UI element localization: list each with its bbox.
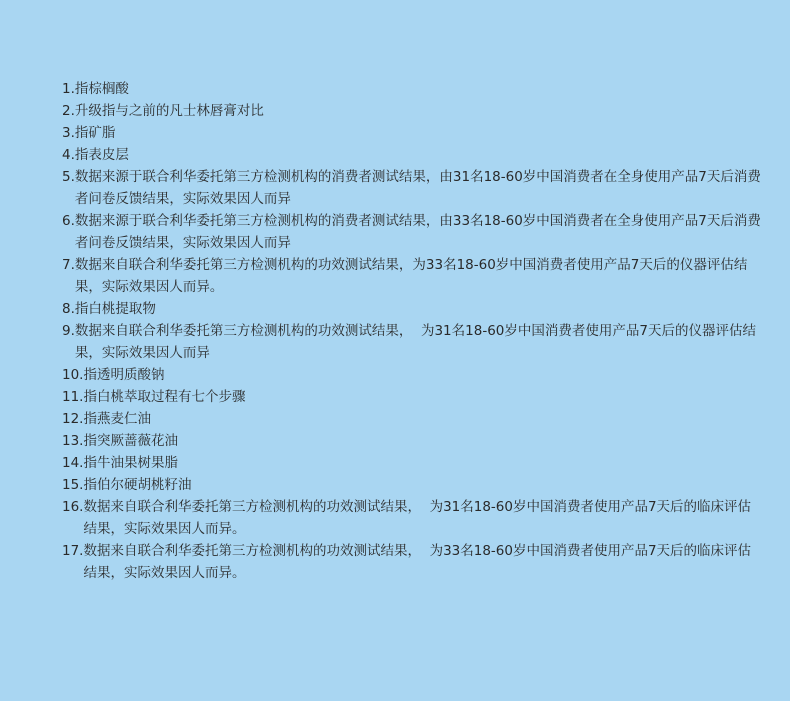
footnote-item [62, 452, 762, 474]
footnote-item [62, 210, 762, 254]
footnote-item [62, 364, 762, 386]
footnote-number: 13. [62, 433, 84, 449]
footnote-item [62, 122, 762, 144]
footnote-number: 9. [62, 323, 75, 339]
footnote-text: 指矿脂 [74, 125, 116, 141]
footnote-text: 指白桃萃取过程有七个步骤 [83, 389, 246, 405]
footnote-text: 数据来自联合利华委托第三方检测机构的功效测试结果，为33名18-60岁中国消费者使用产品7天后的仪器评估结果，实际效果因人而异。 [74, 257, 748, 295]
footnote-number: 16. [62, 499, 84, 515]
footnote-item [62, 386, 762, 408]
footnote-text: 指燕麦仁油 [83, 411, 151, 427]
footnote-number: 12. [62, 411, 84, 427]
footnote-item [62, 144, 762, 166]
footnote-number: 17. [62, 543, 84, 559]
footnote-item [62, 496, 762, 540]
footnote-number: 5. [62, 169, 75, 185]
footnote-number: 11. [62, 389, 84, 405]
footnote-item [62, 166, 762, 210]
footnote-text: 数据来源于联合利华委托第三方检测机构的消费者测试结果，由31名18-60岁中国消费者在全身使用产品7天后消费者问卷反馈结果，实际效果因人而异 [74, 169, 761, 207]
footnote-number: 10. [62, 367, 84, 383]
footnote-number: 7. [62, 257, 75, 273]
footnote-number: 4. [62, 147, 75, 163]
footnote-text: 升级指与之前的凡士林唇膏对比 [74, 103, 264, 119]
footnote-text: 指突厥蔷薇花油 [83, 433, 178, 449]
footnote-number: 1. [62, 81, 75, 97]
footnote-item [62, 298, 762, 320]
footnote-item [62, 100, 762, 122]
footnote-text: 指白桃提取物 [74, 301, 156, 317]
footnote-list [62, 78, 762, 584]
footnote-item [62, 78, 762, 100]
footnote-text: 数据来自联合利华委托第三方检测机构的功效测试结果， 为31名18-60岁中国消费者使用产品7天后的临床评估结果，实际效果因人而异。 [83, 499, 752, 537]
footnote-number: 14. [62, 455, 84, 471]
footnote-number: 8. [62, 301, 75, 317]
footnote-text: 指表皮层 [74, 147, 129, 163]
footnote-text: 指伯尔硬胡桃籽油 [83, 477, 192, 493]
footnote-text: 指牛油果树果脂 [83, 455, 178, 471]
footnote-item [62, 474, 762, 496]
footnote-text: 数据来自联合利华委托第三方检测机构的功效测试结果， 为33名18-60岁中国消费者使用产品7天后的临床评估结果，实际效果因人而异。 [83, 543, 752, 581]
footnote-number: 15. [62, 477, 84, 493]
footnote-text: 数据来自联合利华委托第三方检测机构的功效测试结果， 为31名18-60岁中国消费者使用产品7天后的仪器评估结果，实际效果因人而异 [74, 323, 756, 361]
footnote-text: 数据来源于联合利华委托第三方检测机构的消费者测试结果，由33名18-60岁中国消费者在全身使用产品7天后消费者问卷反馈结果，实际效果因人而异 [74, 213, 761, 251]
footnote-text: 指棕榈酸 [74, 81, 129, 97]
footnote-item [62, 430, 762, 452]
footnote-item [62, 320, 762, 364]
footnote-text: 指透明质酸钠 [83, 367, 165, 383]
footnote-item [62, 408, 762, 430]
footnote-number: 6. [62, 213, 75, 229]
footnote-item [62, 540, 762, 584]
footnote-number: 3. [62, 125, 75, 141]
footnote-item [62, 254, 762, 298]
footnote-number: 2. [62, 103, 75, 119]
